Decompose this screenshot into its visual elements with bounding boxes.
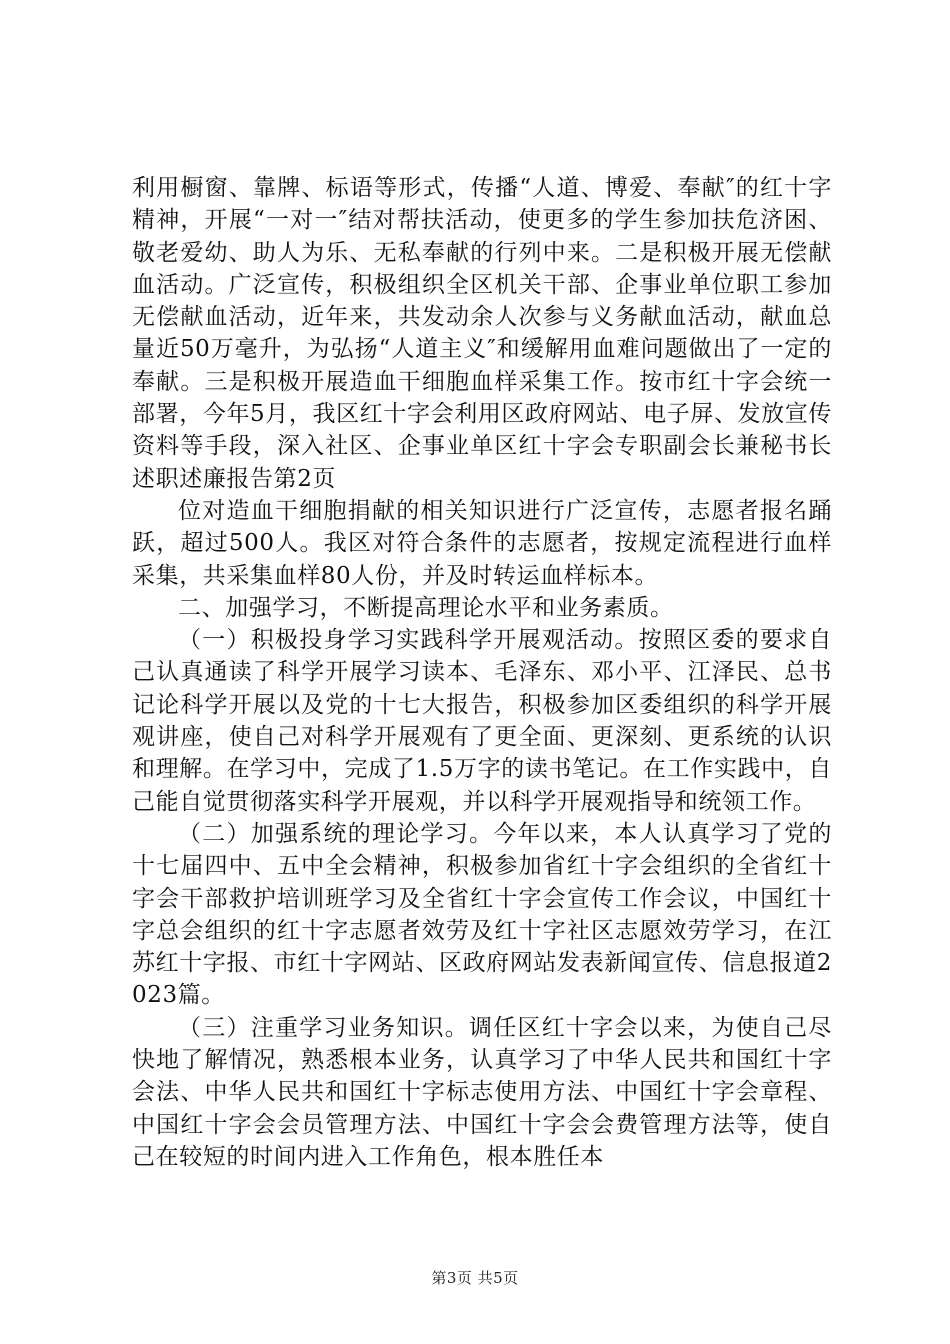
paragraph-2: 位对造血干细胞捐献的相关知识进行广泛宣传，志愿者报名踊跃，超过500人。我区对符合条件的志愿者，按规定流程进行血样采集，共采集血样80人份，并及时转运血样标本。 (132, 497, 832, 589)
page-footer: 第3页 共5页 (431, 1269, 519, 1287)
paragraph-3: （一）积极投身学习实践科学开展观活动。按照区委的要求自己认真通读了科学开展学习读本、毛泽东、邓小平、江泽民、总书记论科学开展以及党的十七大报告，积极参加区委组织的科学开展观讲座，使自己对科学开展观有了更全面、更深刻、更系统的认识和理解。在学习中，完成了1.5万字的读书笔记。在工作实践中，自己能自觉贯彻落实科学开展观，并以科学开展观指导和统领工作。 (132, 627, 832, 815)
paragraph-5: （三）注重学习业务知识。调任区红十字会以来，为使自己尽快地了解情况，熟悉根本业务，认真学习了中华人民共和国红十字会法、中华人民共和国红十字标志使用方法、中国红十字会章程、中国红十字会会员管理方法、中国红十字会会费管理方法等，使自己在较短的时间内进入工作角色，根本胜任本 (132, 1014, 832, 1170)
paragraph-1: 利用橱窗、靠牌、标语等形式，传播“人道、博爱、奉献″的红十字精神，开展“一对一″结对帮扶活动，使更多的学生参加扶危济困、敬老爱幼、助人为乐、无私奉献的行列中来。二是积极开展无偿献血活动。广泛宣传，积极组织全区机关干部、企事业单位职工参加无偿献血活动，近年来，共发动余人次参与义务献血活动，献血总量近50万毫升，为弘扬“人道主义″和缓解用血难问题做出了一定的奉献。三是积极开展造血干细胞血样采集工作。按市红十字会统一部署，今年5月，我区红十字会利用区政府网站、电子屏、发放宣传资料等手段，深入社区、企事业单区红十字会专职副会长兼秘书长述职述廉报告第2页 (132, 175, 832, 492)
document-body (132, 172, 832, 1173)
section-heading: 二、加强学习，不断提高理论水平和业务素质。 (178, 594, 674, 621)
paragraph-4: （二）加强系统的理论学习。今年以来，本人认真学习了党的十七届四中、五中全会精神，积极参加省红十字会组织的全省红十字会干部救护培训班学习及全省红十字会宣传工作会议，中国红十字总会组织的红十字志愿者效劳及红十字社区志愿效劳学习，在江苏红十字报、市红十字网站、区政府网站发表新闻宣传、信息报道2023篇。 (132, 820, 832, 1009)
